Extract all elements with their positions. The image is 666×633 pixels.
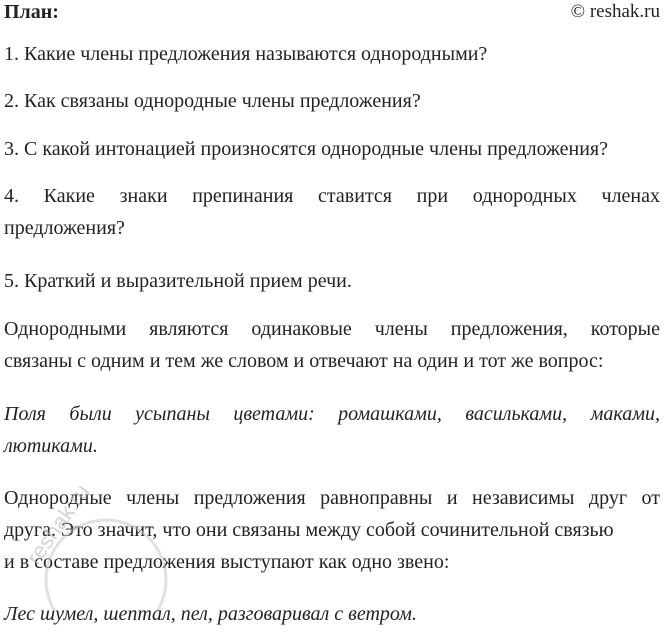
page-header bbox=[4, 0, 660, 24]
watermark-text: reshak.ru bbox=[21, 479, 95, 570]
plan-item-5: 5. Краткий и выразительной прием речи. bbox=[4, 270, 352, 292]
document-page bbox=[4, 0, 664, 633]
example-1-line-2: лютиками. bbox=[4, 435, 98, 457]
paragraph-1-line-2: связаны с одним и тем же словом и отвечают на один и тот же вопрос: bbox=[4, 350, 604, 372]
plan-item-4-line-1: 4. Какие знаки препинания ставится при однородных членах bbox=[4, 185, 660, 207]
plan-item-3: 3. С какой интонацией произносятся однородные члены предложения? bbox=[4, 138, 608, 160]
plan-item-1: 1. Какие члены предложения называются однородными? bbox=[4, 43, 488, 65]
copyright-notice: © reshak.ru bbox=[570, 1, 660, 22]
paragraph-2-line-1: Однородные члены предложения равноправны и независимы друг от bbox=[4, 487, 660, 509]
plan-item-4-line-2: предложения? bbox=[4, 217, 125, 239]
plan-item-2: 2. Как связаны однородные члены предложения? bbox=[4, 90, 421, 112]
paragraph-2-line-3: и в составе предложения выступают как одно звено: bbox=[4, 551, 450, 573]
paragraph-2-line-2: друга. Это значит, что они связаны между собой сочинительной связью bbox=[4, 519, 614, 541]
paragraph-1-line-1: Однородными являются одинаковые члены предложения, которые bbox=[4, 318, 660, 340]
example-1-line-1: Поля были усыпаны цветами: ромашками, васильками, маками, bbox=[4, 403, 660, 425]
plan-heading: План: bbox=[4, 1, 59, 23]
example-2: Лес шумел, шептал, пел, разговаривал с ветром. bbox=[4, 603, 417, 625]
